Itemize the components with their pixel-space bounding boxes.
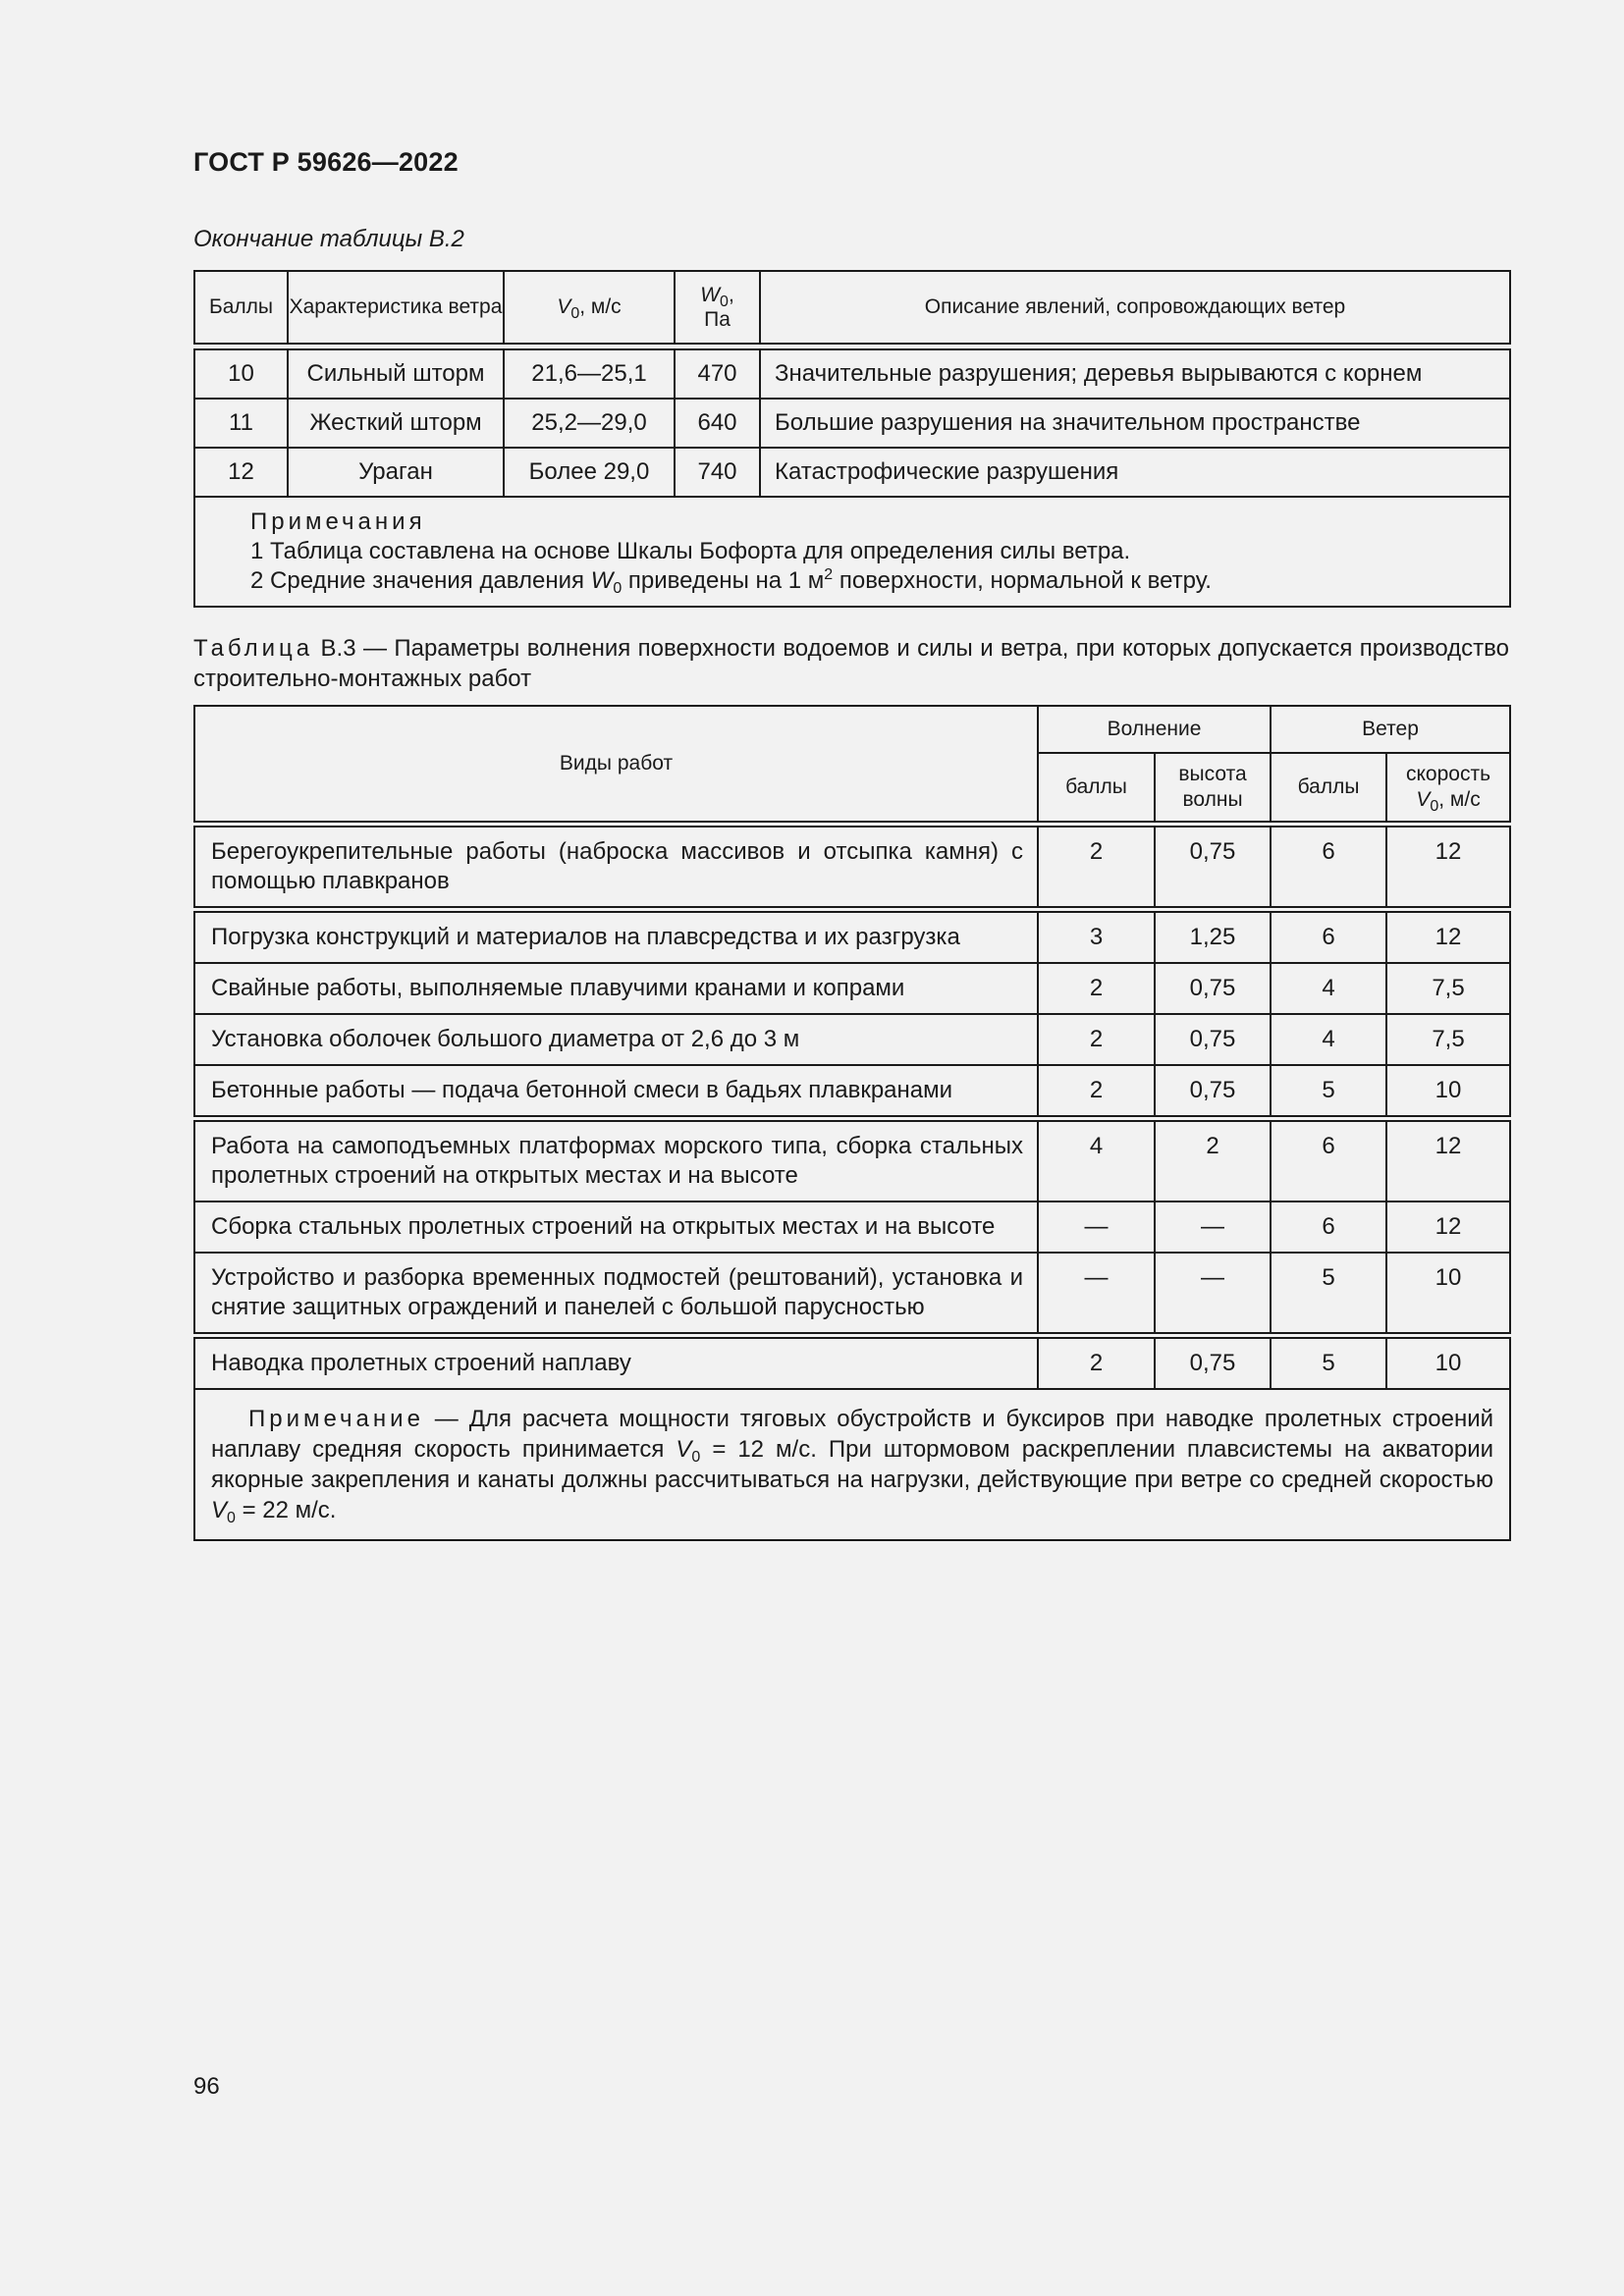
header-wind-speed: скорость $V_0$, м/с [1386, 753, 1510, 822]
table-row [194, 963, 1510, 1014]
cell-wave-height: — [1155, 1201, 1271, 1253]
cell-description: Катастрофические разрушения [760, 448, 1510, 497]
table-b3 [193, 705, 1511, 1541]
cell-waves-balls: 2 [1038, 827, 1155, 907]
cell-waves-balls: 2 [1038, 963, 1155, 1014]
page-number: 96 [193, 2073, 220, 2100]
cell-w0: 740 [675, 448, 760, 497]
cell-v0: 21,6—25,1 [504, 349, 675, 399]
cell-balls: 10 [194, 349, 288, 399]
cell-wave-height: 1,25 [1155, 912, 1271, 963]
table-row [194, 1014, 1510, 1065]
cell-wind-speed: 12 [1386, 912, 1510, 963]
cell-work: Свайные работы, выполняемые плавучими кранами и копрами [194, 963, 1038, 1014]
cell-wave-height: 0,75 [1155, 827, 1271, 907]
cell-wave-height: 0,75 [1155, 1014, 1271, 1065]
cell-wave-height: — [1155, 1253, 1271, 1333]
header-work-types: Виды работ [194, 706, 1038, 822]
cell-description: Значительные разрушения; деревья вырываются с корнем [760, 349, 1510, 399]
header-balls: Баллы [194, 271, 288, 344]
table-b3-note: Примечание — Для расчета мощности тяговых обустройств и буксиров при наводке пролетных строений наплаву средняя скорость принимается $V_0 = 12$ м/с. При штормовом раскреплении плавсистемы на акватории якорные закрепления и канаты должны рассчитываться на нагрузки, действующие при ветре со средней скоростью $V_0 = 22$ м/с. [194, 1389, 1510, 1540]
cell-work: Установка оболочек большого диаметра от 2,6 до 3 м [194, 1014, 1038, 1065]
cell-characteristic: Жесткий шторм [288, 399, 504, 448]
table-row [194, 1253, 1510, 1333]
cell-characteristic: Ураган [288, 448, 504, 497]
header-wind: Ветер [1271, 706, 1510, 753]
table-row [194, 827, 1510, 907]
table-row [194, 1065, 1510, 1116]
table-row [194, 1201, 1510, 1253]
notes-title: Примечания [250, 508, 426, 535]
cell-wind-balls: 5 [1271, 1338, 1386, 1389]
cell-work: Бетонные работы — подача бетонной смеси в бадьях плавкранами [194, 1065, 1038, 1116]
cell-work: Сборка стальных пролетных строений на открытых местах и на высоте [194, 1201, 1038, 1253]
cell-w0: 640 [675, 399, 760, 448]
table-row [194, 448, 1510, 497]
cell-characteristic: Сильный шторм [288, 349, 504, 399]
cell-work: Наводка пролетных строений наплаву [194, 1338, 1038, 1389]
cell-wind-balls: 4 [1271, 963, 1386, 1014]
table-b2-notes [194, 497, 1510, 607]
cell-v0: 25,2—29,0 [504, 399, 675, 448]
cell-description: Большие разрушения на значительном пространстве [760, 399, 1510, 448]
cell-wind-balls: 5 [1271, 1253, 1386, 1333]
cell-wind-speed: 7,5 [1386, 1014, 1510, 1065]
cell-work: Работа на самоподъемных платформах морского типа, сборка стальных пролетных строений на открытых местах и на высоте [194, 1121, 1038, 1201]
table-row [194, 912, 1510, 963]
table-row [194, 349, 1510, 399]
cell-wind-speed: 10 [1386, 1065, 1510, 1116]
table-b2-caption: Окончание таблицы В.2 [193, 226, 464, 252]
cell-wind-speed: 7,5 [1386, 963, 1510, 1014]
cell-wind-speed: 10 [1386, 1253, 1510, 1333]
cell-waves-balls: 4 [1038, 1121, 1155, 1201]
cell-wind-speed: 12 [1386, 1201, 1510, 1253]
header-characteristic: Характеристика ветра [288, 271, 504, 344]
cell-balls: 11 [194, 399, 288, 448]
cell-waves-balls: 2 [1038, 1065, 1155, 1116]
table-row [194, 1338, 1510, 1389]
cell-balls: 12 [194, 448, 288, 497]
note-2: 2 Средние значения давления $W_0$ приведены на 1 $м^2$ поверхности, нормальной к ветру. [250, 566, 1212, 597]
table-row [194, 399, 1510, 448]
cell-work: Погрузка конструкций и материалов на плавсредства и их разгрузка [194, 912, 1038, 963]
cell-wave-height: 2 [1155, 1121, 1271, 1201]
cell-waves-balls: — [1038, 1201, 1155, 1253]
header-description: Описание явлений, сопровождающих ветер [760, 271, 1510, 344]
cell-wind-speed: 12 [1386, 1121, 1510, 1201]
cell-waves-balls: 2 [1038, 1014, 1155, 1065]
cell-wind-balls: 6 [1271, 827, 1386, 907]
cell-wind-balls: 6 [1271, 1121, 1386, 1201]
cell-wave-height: 0,75 [1155, 1065, 1271, 1116]
cell-wind-balls: 6 [1271, 1201, 1386, 1253]
cell-work: Устройство и разборка временных подмостей (рештований), установка и снятие защитных ограждений и панелей с большой парусностью [194, 1253, 1038, 1333]
table-row [194, 1121, 1510, 1201]
cell-w0: 470 [675, 349, 760, 399]
note-1: 1 Таблица составлена на основе Шкалы Бофорта для определения силы ветра. [250, 538, 1131, 564]
cell-work: Берегоукрепительные работы (наброска массивов и отсыпка камня) с помощью плавкранов [194, 827, 1038, 907]
cell-wind-balls: 4 [1271, 1014, 1386, 1065]
document-id: ГОСТ Р 59626—2022 [193, 147, 459, 177]
header-wave-height: высота волны [1155, 753, 1271, 822]
cell-wind-speed: 12 [1386, 827, 1510, 907]
cell-wind-speed: 10 [1386, 1338, 1510, 1389]
header-waves: Волнение [1038, 706, 1271, 753]
cell-waves-balls: — [1038, 1253, 1155, 1333]
cell-wind-balls: 6 [1271, 912, 1386, 963]
cell-wind-balls: 5 [1271, 1065, 1386, 1116]
cell-wave-height: 0,75 [1155, 963, 1271, 1014]
cell-wave-height: 0,75 [1155, 1338, 1271, 1389]
table-b3-caption: Таблица В.3 — Параметры волнения поверхности водоемов и силы и ветра, при которых допускается производство строительно-монтажных работ [193, 635, 1509, 692]
header-v0: $V_0$, м/с [504, 271, 675, 344]
cell-waves-balls: 3 [1038, 912, 1155, 963]
header-waves-balls: баллы [1038, 753, 1155, 822]
cell-v0: Более 29,0 [504, 448, 675, 497]
cell-waves-balls: 2 [1038, 1338, 1155, 1389]
header-wind-balls: баллы [1271, 753, 1386, 822]
header-w0: $W_0$, Па [675, 271, 760, 344]
table-b2 [193, 270, 1511, 608]
